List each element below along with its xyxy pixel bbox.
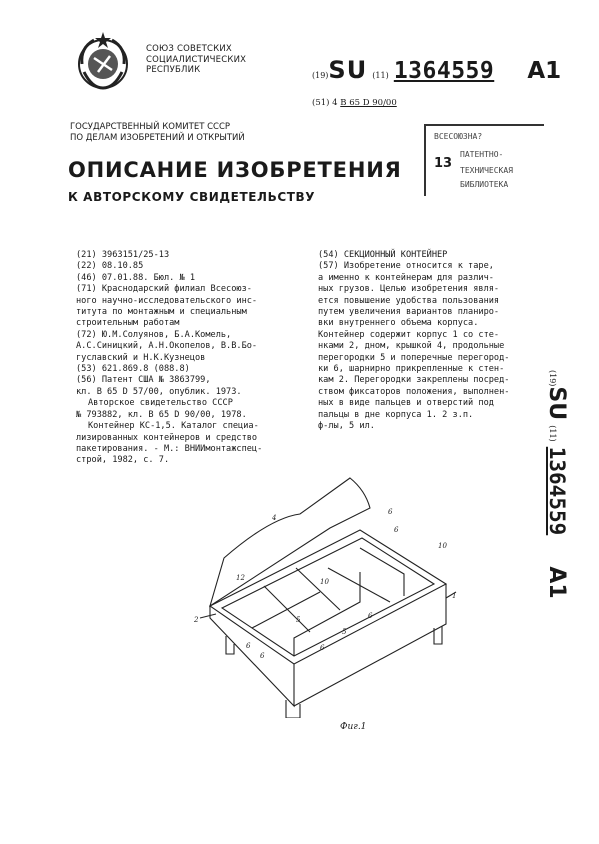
biblio-line: (56) Патент США № 3863799, bbox=[76, 375, 211, 386]
leg bbox=[286, 700, 300, 718]
country-code-label: (19) bbox=[312, 71, 329, 80]
biblio-line: А.С.Синицкий, А.Н.Окопелов, В.В.Бо- bbox=[76, 341, 258, 352]
biblio-line: лизированных контейнеров и средство bbox=[76, 432, 258, 443]
ipc-value: B 65 D 90/00 bbox=[340, 98, 397, 108]
country-code-label: (19) bbox=[548, 370, 557, 387]
biblio-line: Контейнер КС-1,5. Каталог специа- bbox=[88, 421, 259, 432]
patent-number: 1364559 bbox=[393, 58, 495, 84]
front-wall-bottom bbox=[294, 584, 446, 706]
stamp-line: ТЕХНИЧЕСКАЯ bbox=[460, 166, 513, 175]
patent-number: 1364559 bbox=[545, 446, 569, 536]
figure-caption: Фиг.1 bbox=[340, 722, 367, 732]
drawing-label: 6 bbox=[388, 508, 393, 516]
biblio-line: (72) Ю.М.Солуянов, Б.А.Комель, bbox=[76, 329, 232, 340]
abstract-line: Контейнер содержит корпус 1 со сте- bbox=[318, 329, 500, 340]
abstract-line: ф-лы, 5 ил. bbox=[318, 421, 375, 432]
ipc-label: (51) 4 bbox=[312, 98, 338, 108]
biblio-line: кл. B 65 D 57/00, опублик. 1973. bbox=[76, 386, 242, 397]
partition bbox=[296, 568, 340, 610]
drawing-label: 12 bbox=[236, 574, 245, 582]
ussr-line: СОЮЗ СОВЕТСКИХ bbox=[146, 44, 232, 54]
biblio-line: строй, 1982, с. 7. bbox=[76, 455, 170, 466]
drawing-label: 10 bbox=[438, 542, 447, 550]
library-stamp bbox=[424, 124, 544, 196]
drawing-label: 5 bbox=[296, 616, 301, 624]
biblio-line: титута по монтажным и специальным bbox=[76, 307, 247, 318]
biblio-line: (53) 621.869.8 (088.8) bbox=[76, 364, 190, 375]
abstract-line: а именно к контейнерам для различ- bbox=[318, 272, 494, 283]
ussr-line: РЕСПУБЛИК bbox=[146, 65, 201, 75]
partition bbox=[252, 592, 320, 628]
abstract-line: вки внутреннего объема корпуса. bbox=[318, 318, 479, 329]
abstract-line: ется повышение удобства пользования bbox=[318, 295, 500, 306]
drawing-label: 6 bbox=[246, 642, 251, 650]
drawing-label: 2 bbox=[194, 616, 199, 624]
drawing-label: 6 bbox=[368, 612, 373, 620]
document-kind: A1 bbox=[544, 566, 569, 599]
biblio-line: (46) 07.01.88. Бюл. № 1 bbox=[76, 272, 195, 283]
drawing-label: 5 bbox=[342, 628, 347, 636]
abstract-line: ных в виде пальцев и отверстий под bbox=[318, 398, 494, 409]
abstract bbox=[318, 250, 518, 433]
ussr-emblem-icon bbox=[70, 28, 136, 94]
partition bbox=[328, 568, 390, 602]
stamp-number: 13 bbox=[434, 156, 453, 171]
bibliographic-data bbox=[76, 250, 312, 467]
abstract-line: пальцы в дне корпуса 1. 2 з.п. bbox=[318, 409, 474, 420]
abstract-line: кам 2. Перегородки закреплены посред- bbox=[318, 375, 510, 386]
committee-label bbox=[70, 122, 245, 144]
stamp-line: БИБЛИОТЕКА bbox=[460, 180, 509, 189]
number-label: (11) bbox=[372, 71, 389, 80]
country-code: SU bbox=[328, 56, 368, 84]
front-wall bbox=[210, 606, 294, 706]
biblio-line: ного научно-исследовательского инс- bbox=[76, 295, 258, 306]
document-title: ОПИСАНИЕ ИЗОБРЕТЕНИЯ bbox=[68, 158, 402, 182]
abstract-line: путем увеличения вариантов планиро- bbox=[318, 307, 500, 318]
abstract-line: (57) Изобретение относится к таре, bbox=[318, 261, 494, 272]
stamp-line: ВСЕСОЮЗНА? bbox=[434, 132, 483, 141]
committee-line: ГОСУДАРСТВЕННЫЙ КОМИТЕТ СССР bbox=[70, 122, 231, 132]
lid-outline bbox=[210, 478, 370, 606]
number-label: (11) bbox=[548, 425, 557, 442]
biblio-line: гуславский и Н.К.Кузнецов bbox=[76, 352, 206, 363]
stamp-line: ПАТЕНТНО- bbox=[460, 150, 504, 159]
biblio-line: пакетирования. - М.: ВНИИмонтажспец- bbox=[76, 443, 263, 454]
drawing-label: 6 bbox=[394, 526, 399, 534]
drawing-label: 10 bbox=[320, 578, 329, 586]
partition bbox=[264, 586, 310, 632]
drawing-label: 6 bbox=[260, 652, 265, 660]
abstract-line: ством фиксаторов положения, выполнен- bbox=[318, 386, 510, 397]
abstract-line: ных грузов. Целью изобретения явля- bbox=[318, 284, 500, 295]
biblio-line: № 793882, кл. B 65 D 90/00, 1978. bbox=[76, 409, 247, 420]
container-drawing bbox=[190, 468, 460, 718]
abstract-line: нками 2, дном, крышкой 4, продольные bbox=[318, 341, 505, 352]
ussr-line: СОЦИАЛИСТИЧЕСКИХ bbox=[146, 54, 247, 65]
ussr-label bbox=[146, 44, 246, 76]
publication-number bbox=[312, 56, 561, 84]
biblio-line: (71) Краснодарский филиал Всесоюз- bbox=[76, 284, 252, 295]
drawing-label: 4 bbox=[272, 514, 277, 522]
document-subtitle: К АВТОРСКОМУ СВИДЕТЕЛЬСТВУ bbox=[68, 190, 316, 204]
country-code: SU bbox=[544, 386, 569, 421]
document-kind: A1 bbox=[527, 58, 562, 84]
biblio-line: Авторское свидетельство СССР bbox=[88, 398, 233, 409]
abstract-line: перегородки 5 и поперечные перегород- bbox=[318, 352, 510, 363]
drawing-label: 6 bbox=[320, 644, 325, 652]
drawing-label: 1 bbox=[452, 592, 457, 600]
biblio-line: (21) 3963151/25-13 bbox=[76, 250, 170, 260]
biblio-line: строительным работам bbox=[76, 318, 180, 329]
abstract-line: (54) СЕКЦИОННЫЙ КОНТЕЙНЕР bbox=[318, 250, 448, 260]
side-publication-number bbox=[545, 370, 569, 660]
committee-line: ПО ДЕЛАМ ИЗОБРЕТЕНИЙ И ОТКРЫТИЙ bbox=[70, 133, 245, 143]
biblio-line: (22) 08.10.85 bbox=[76, 261, 144, 272]
abstract-line: ки 6, шарнирно прикрепленные к стен- bbox=[318, 364, 505, 375]
ipc-classification bbox=[312, 98, 397, 108]
